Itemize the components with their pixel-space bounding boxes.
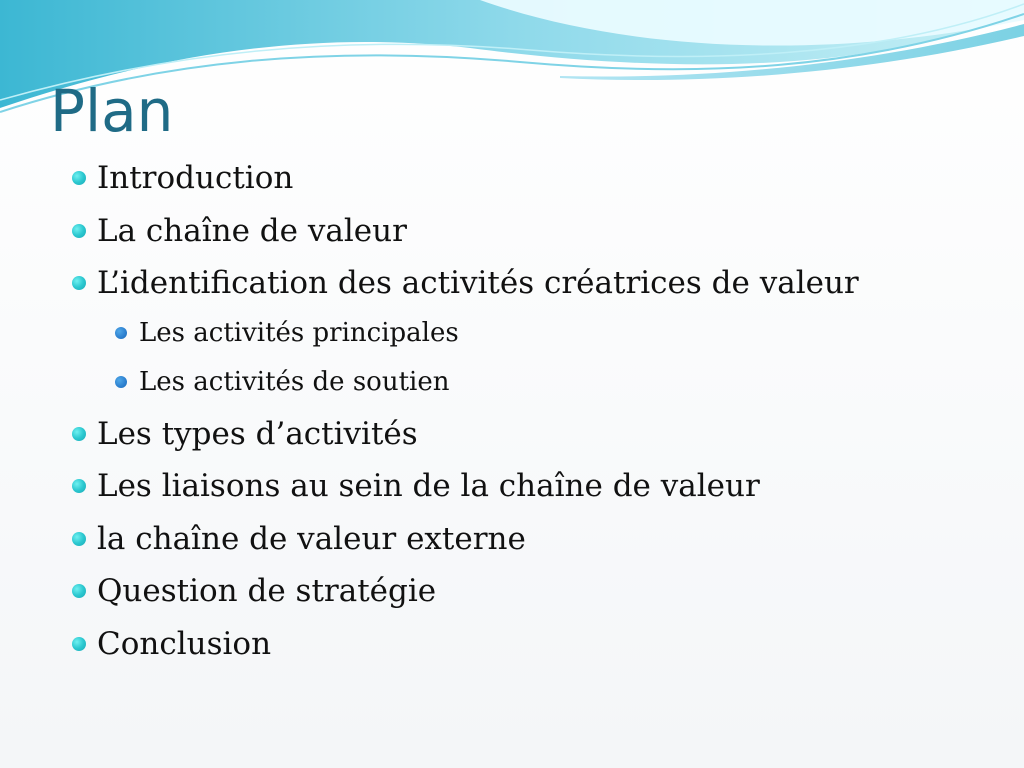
- list-item: [70, 516, 990, 562]
- bullet-dot-icon: [72, 584, 86, 598]
- list-item-label: Les liaisons au sein de la chaîne de valeur: [97, 468, 760, 504]
- bullet-list: [70, 155, 990, 673]
- sub-bullet-dot-icon: [115, 376, 127, 388]
- bullet-dot-icon: [72, 171, 86, 185]
- list-item-label: Les activités principales: [139, 317, 459, 348]
- slide-title: Plan: [50, 77, 174, 145]
- sub-bullet-dot-icon: [115, 327, 127, 339]
- list-item-label: la chaîne de valeur externe: [97, 520, 526, 557]
- bullet-dot-icon: [72, 479, 86, 493]
- list-item: [70, 411, 990, 457]
- bullet-dot-icon: [72, 532, 86, 546]
- list-item-label: Les activités de soutien: [139, 366, 450, 397]
- bullet-dot-icon: [72, 637, 86, 651]
- list-item: [70, 260, 990, 306]
- list-item-label: Les types d’activités: [97, 415, 418, 452]
- list-item-label: Conclusion: [97, 625, 272, 662]
- bullet-dot-icon: [72, 427, 86, 441]
- sub-list-item: [70, 362, 990, 402]
- list-item-label: Introduction: [97, 160, 294, 196]
- list-item: [70, 463, 990, 509]
- bullet-dot-icon: [72, 276, 86, 290]
- list-item: [70, 621, 990, 667]
- list-item-label: L’identification des activités créatrices de valeur: [97, 265, 859, 301]
- list-item: [70, 155, 990, 201]
- sub-list-item: [70, 313, 990, 353]
- list-item: [70, 208, 990, 254]
- bullet-dot-icon: [72, 224, 86, 238]
- list-item: [70, 568, 990, 614]
- list-item-label: Question de stratégie: [97, 573, 437, 609]
- list-item-label: La chaîne de valeur: [97, 212, 407, 249]
